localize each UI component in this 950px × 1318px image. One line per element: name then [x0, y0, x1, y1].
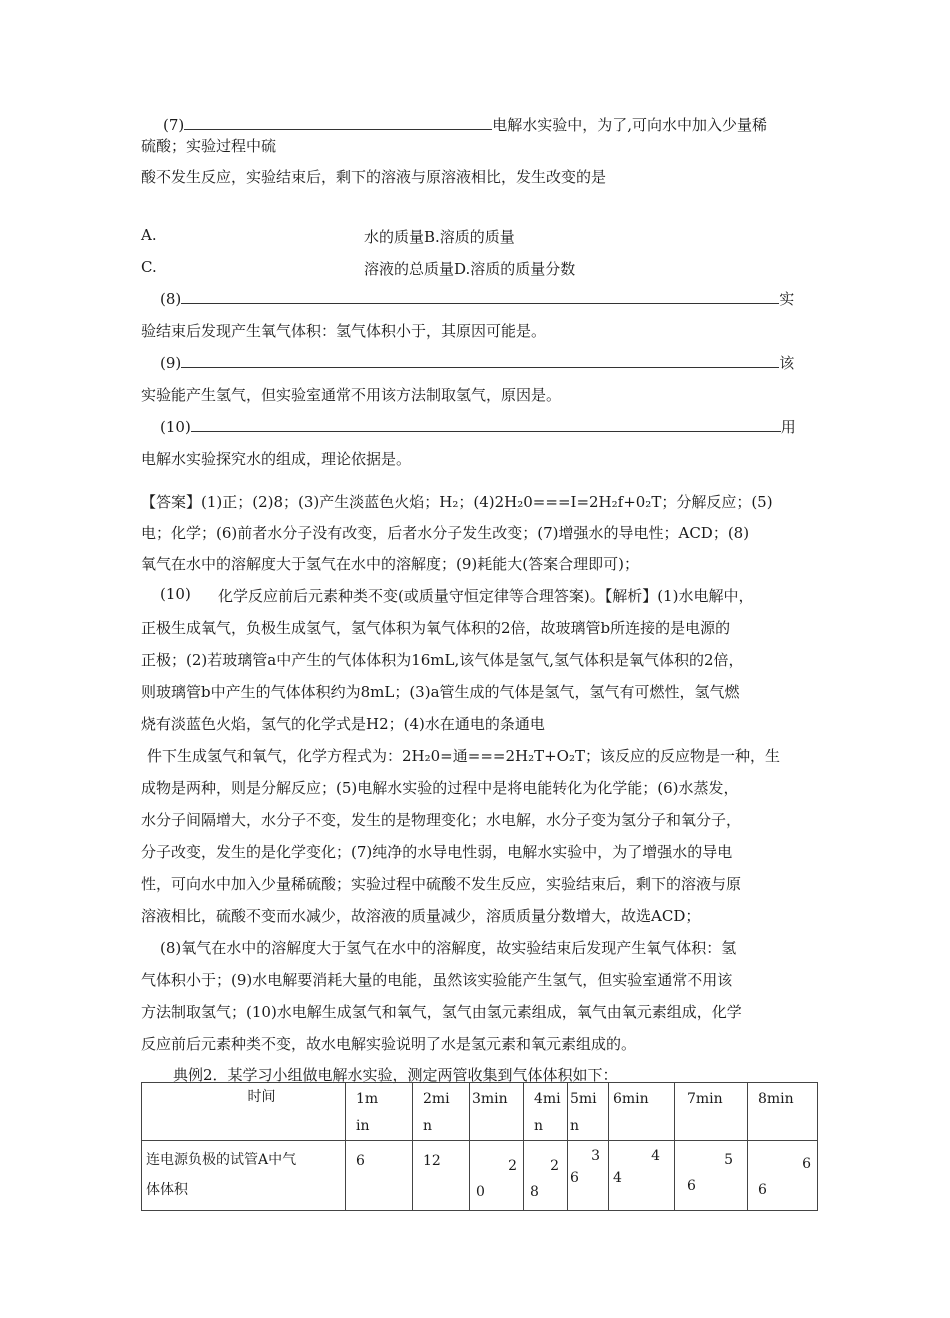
- analysis-line: 性，可向水中加入少量稀硫酸；实验过程中硫酸不发生反应，实验结束后，剩下的溶液与原: [141, 875, 742, 893]
- q8-line1: [160, 288, 794, 309]
- time-col-line: 8min: [758, 1091, 794, 1107]
- value-line: 8: [530, 1184, 539, 1200]
- time-col-line: n: [534, 1118, 544, 1134]
- value-line: 6: [802, 1156, 811, 1172]
- value-line: 2: [508, 1158, 517, 1174]
- q7-blank[interactable]: [184, 115, 492, 130]
- q7-line1: [163, 114, 767, 135]
- time-col-line: 3min: [472, 1091, 508, 1107]
- analysis-line: 正极；(2)若玻璃管a中产生的气体体积为16mL,该气体是氢气,氢气体积是氧气体积的2倍，: [141, 651, 744, 669]
- analysis-line: 分子改变，发生的是化学变化；(7)纯净的水导电性弱，电解水实验中，为了增强水的导电: [141, 843, 733, 861]
- table-header-cell: [524, 1083, 568, 1141]
- q8-number: (8): [160, 290, 182, 308]
- time-header-label: 时间: [247, 1089, 276, 1105]
- analysis-line: 正极生成氧气，负极生成氢气，氢气体积为氧气体积的2倍，故玻璃管b所连接的是电源的: [141, 619, 731, 637]
- analysis-line: 则玻璃管b中产生的气体体积约为8mL；(3)a管生成的气体是氢气，氢气有可燃性，氢气燃: [141, 683, 740, 701]
- q7-line3: 酸不发生反应，实验结束后，剩下的溶液与原溶液相比，发生改变的是: [141, 168, 607, 186]
- value-line: 4: [651, 1148, 660, 1164]
- analysis-line: (8)氧气在水中的溶解度大于氢气在水中的溶解度，故实验结束后发现产生氧气体积：氢: [160, 939, 737, 957]
- time-col-line: in: [356, 1118, 370, 1134]
- row-label-line: 连电源负极的试管A中气: [146, 1152, 297, 1168]
- value-line: 6: [356, 1153, 365, 1169]
- q7-line1-text: 电解水实验中，为了,可向水中加入少量稀: [492, 116, 768, 134]
- analysis-line: 件下生成氢气和氧气，化学方程式为：2H₂0=通===2H₂T+O₂T；该反应的反应物是一种，生: [147, 747, 780, 765]
- analysis-line: 溶液相比，硫酸不变而水减少，故溶液的质量减少，溶质质量分数增大，故选ACD；: [141, 907, 701, 925]
- row-label-cell: [142, 1141, 346, 1211]
- q10-line1: [160, 416, 796, 437]
- q8-blank[interactable]: [181, 289, 779, 304]
- table-header-cell: [675, 1083, 748, 1141]
- value-line: 12: [423, 1153, 441, 1169]
- table-row: [142, 1141, 818, 1211]
- analysis-line: 成物是两种，则是分解反应；(5)电解水实验的过程中是将电能转化为化学能；(6)水蒸发，: [141, 779, 739, 797]
- analysis-line: 反应前后元素种类不变，故水电解实验说明了水是氢元素和氧元素组成的。: [141, 1035, 637, 1053]
- value-line: 3: [591, 1148, 600, 1164]
- q7-option-a-text: 水的质量B.溶质的质量: [364, 228, 515, 246]
- value-line: 4: [613, 1170, 622, 1186]
- analysis-line: 烧有淡蓝色火焰，氢气的化学式是H2；(4)水在通电的条通电: [141, 715, 545, 733]
- value-line: 6: [687, 1178, 696, 1194]
- time-col-line: 5mi: [570, 1091, 597, 1107]
- q10-tail: 用: [780, 418, 796, 436]
- q8-line2: 验结束后发现产生氧气体积：氢气体积小于，其原因可能是。: [141, 322, 547, 340]
- analysis-line: 方法制取氢气；(10)水电解生成氢气和氧气，氢气由氢元素组成，氧气由氧元素组成，化学: [141, 1003, 742, 1021]
- q9-number: (9): [160, 354, 182, 372]
- table-header-cell: [568, 1083, 609, 1141]
- q7-option-c-text: 溶液的总质量D.溶质的质量分数: [364, 260, 576, 278]
- value-line: 5: [724, 1152, 733, 1168]
- example2-title: 典例2．某学习小组做电解水实验，测定两管收集到气体体积如下：: [173, 1066, 618, 1084]
- q8-tail: 实: [779, 290, 795, 308]
- q7-option-c-label: C.: [141, 258, 157, 276]
- q9-blank[interactable]: [181, 353, 779, 368]
- table-header-row: [142, 1083, 818, 1141]
- table-header-cell: [413, 1083, 470, 1141]
- analysis-line: 化学反应前后元素种类不变(或质量守恒定律等合理答案)。【解析】(1)水电解中，: [218, 587, 754, 605]
- answer-line: 电；化学；(6)前者水分子没有改变，后者水分子发生改变；(7)增强水的导电性；ACD；(8): [141, 524, 750, 542]
- time-col-line: 7min: [687, 1091, 723, 1107]
- q9-tail: 该: [779, 354, 795, 372]
- table-header-cell: [748, 1083, 818, 1141]
- time-col-line: n: [423, 1118, 433, 1134]
- q9-line1: [160, 352, 794, 373]
- q10-blank[interactable]: [191, 417, 781, 432]
- value-line: 6: [570, 1170, 579, 1186]
- value-cell: [568, 1141, 609, 1211]
- value-line: 6: [758, 1182, 767, 1198]
- answer-line: 【答案】(1)正；(2)8；(3)产生淡蓝色火焰；H₂；(4)2H₂0===I=2H₂f+0₂T；分解反应；(5): [141, 493, 773, 511]
- value-cell: [748, 1141, 818, 1211]
- analysis-number: (10): [160, 585, 191, 603]
- value-cell: [346, 1141, 413, 1211]
- q7-line2: 硫酸；实验过程中硫: [141, 137, 277, 155]
- time-col-line: 4mi: [534, 1091, 561, 1107]
- value-line: 2: [550, 1158, 559, 1174]
- value-cell: [609, 1141, 675, 1211]
- value-cell: [470, 1141, 524, 1211]
- analysis-line: 水分子间隔增大，水分子不变，发生的是物理变化；水电解，水分子变为氢分子和氧分子，: [141, 811, 742, 829]
- gas-volume-table: [141, 1082, 818, 1211]
- value-cell: [675, 1141, 748, 1211]
- time-col-line: 2mi: [423, 1091, 450, 1107]
- q7-number: (7): [163, 116, 185, 134]
- time-col-line: 6min: [613, 1091, 649, 1107]
- time-col-line: n: [570, 1118, 580, 1134]
- table-header-cell: [609, 1083, 675, 1141]
- analysis-line: 气体积小于；(9)水电解要消耗大量的电能，虽然该实验能产生氢气，但实验室通常不用该: [141, 971, 733, 989]
- q7-option-a-label: A.: [141, 226, 157, 244]
- q10-number: (10): [160, 418, 191, 436]
- time-col-line: 1m: [356, 1091, 379, 1107]
- table-header-cell: [142, 1083, 346, 1141]
- value-cell: [413, 1141, 470, 1211]
- value-line: 0: [476, 1184, 485, 1200]
- row-label-line: 体体积: [146, 1182, 188, 1198]
- q10-line2: 电解水实验探究水的组成，理论依据是。: [141, 450, 412, 468]
- q9-line2: 实验能产生氢气，但实验室通常不用该方法制取氢气，原因是。: [141, 386, 562, 404]
- value-cell: [524, 1141, 568, 1211]
- answer-line: 氧气在水中的溶解度大于氢气在水中的溶解度；(9)耗能大(答案合理即可)；: [141, 555, 639, 573]
- table-header-cell: [346, 1083, 413, 1141]
- table-header-cell: [470, 1083, 524, 1141]
